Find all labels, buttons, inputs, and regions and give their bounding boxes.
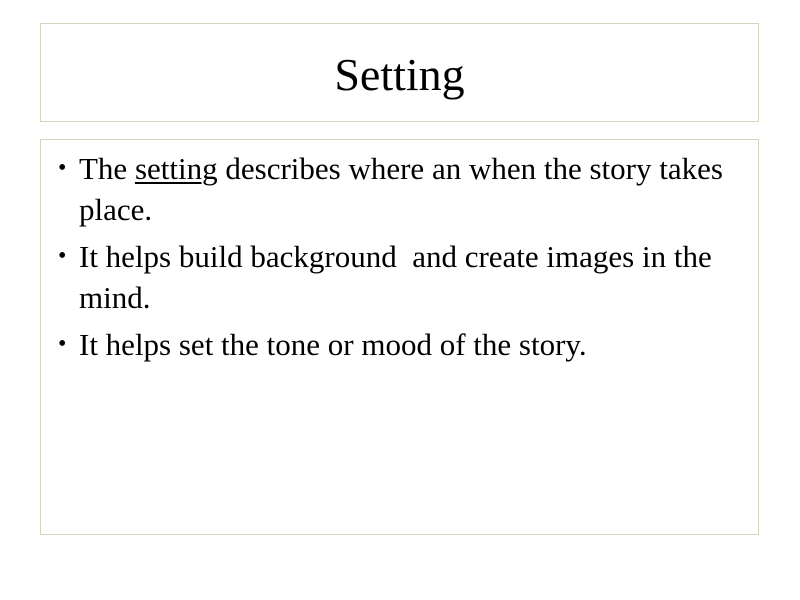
setting-term: setting [134,151,218,186]
slide-body-box [40,139,759,535]
bullet-item-setting [58,148,748,230]
bullet-dot-icon: • [58,155,67,181]
bullet-text: It helps build background and create images in the mind. [79,239,720,315]
bullet-item-tone [58,324,748,365]
bullet-item-background [58,236,748,318]
bullet-dot-icon: • [58,331,67,357]
slide-title-box [40,23,759,122]
bullet-text: It helps set the tone or mood of the story. [79,327,587,362]
bullet-text-suffix: describes where an when the story takes place. [79,151,723,227]
bullet-text-prefix: The [79,151,135,186]
bullet-list [41,140,758,365]
bullet-dot-icon: • [58,243,67,269]
slide-title: Setting [334,48,465,100]
